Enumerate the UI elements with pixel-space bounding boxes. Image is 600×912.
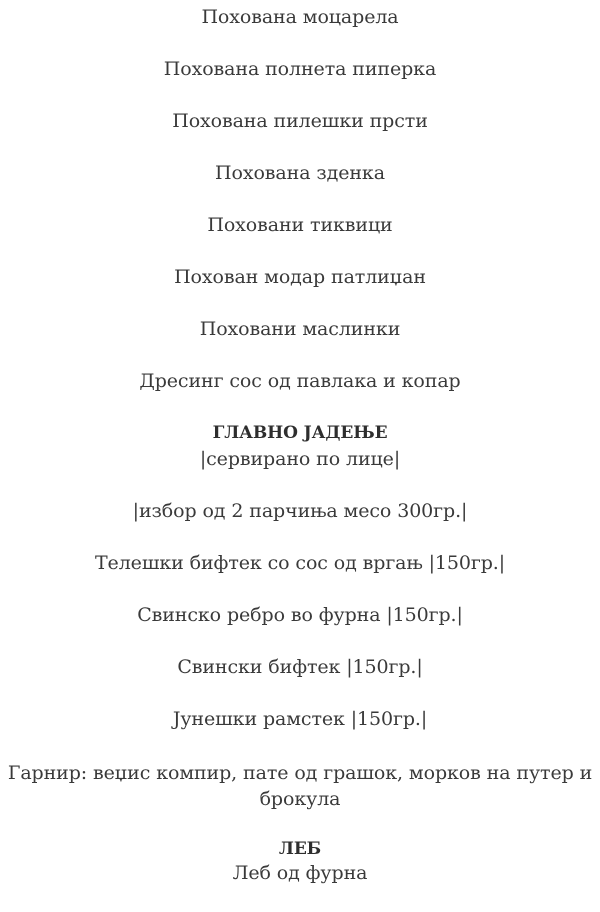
garnish-line-2: брокула xyxy=(259,788,341,810)
selection-note: |избор од 2 парчиња месо 300гр.| xyxy=(132,500,468,522)
menu-item: Дресинг сос од павлака и копар xyxy=(139,370,461,392)
menu-item: Поховани тиквици xyxy=(207,214,393,236)
section-heading-bread: ЛЕБ xyxy=(278,839,322,859)
menu-item: Свински бифтек |150гр.| xyxy=(177,656,423,678)
menu-item: Похована зденка xyxy=(215,162,385,184)
menu-item: Похована моцарела xyxy=(201,6,399,28)
menu-item: Јунешки рамстек |150гр.| xyxy=(172,708,428,730)
section-heading-main-course: ГЛАВНО ЈАДЕЊЕ xyxy=(212,423,388,443)
menu-item: Свинско ребро во фурна |150гр.| xyxy=(137,604,463,626)
menu-item: Леб од фурна xyxy=(232,862,368,884)
menu-item: Похована пилешки прсти xyxy=(172,110,428,132)
garnish-line-1: Гарнир: веџис компир, пате од грашок, морков на путер и xyxy=(7,762,593,784)
menu-item: Похован модар патлиџан xyxy=(174,266,426,288)
menu-item: Телешки бифтек со сос од вргањ |150гр.| xyxy=(94,552,506,574)
section-subtitle: |сервирано по лице| xyxy=(199,448,401,470)
menu-item: Поховани маслинки xyxy=(199,318,401,340)
menu-item: Похована полнета пиперка xyxy=(163,58,437,80)
